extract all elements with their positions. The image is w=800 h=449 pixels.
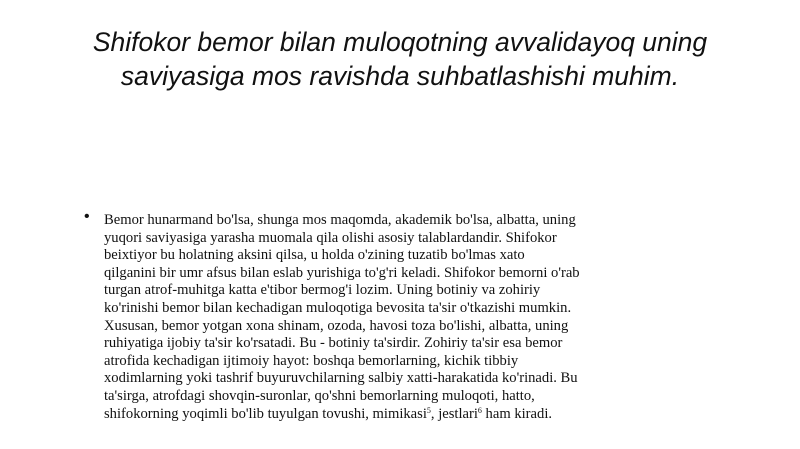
paragraph-line: Bemor hunarmand bo'lsa, shunga mos maqomda, akademik bo'lsa, albatta, uning <box>104 212 576 228</box>
paragraph-line: ruhiyatiga ijobiy ta'sir ko'rsatadi. Bu - botiniy ta'sirdir. Zohiriy ta'sir esa bemor <box>104 335 563 352</box>
paragraph-line: qilganini bir umr afsus bilan eslab yurishiga to'g'ri keladi. Shifokor bemorni o'rab <box>104 264 580 281</box>
last-line-text-2: , jestlari <box>430 405 478 422</box>
slide-title <box>40 25 760 93</box>
paragraph-line: yuqori saviyasiga yarasha muomala qila olishi asosiy talablardandir. Shifokor <box>104 229 557 246</box>
slide-title-line-2: saviyasiga mos ravishda suhbatlashishi muhim. <box>120 61 680 91</box>
paragraph-last-line <box>104 406 674 424</box>
paragraph-line: ta'sirga, atrofdagi shovqin-suronlar, qo'shni bemorlarning muloqoti, hatto, <box>104 387 535 404</box>
slide-title-line-1: Shifokor bemor bilan muloqotning avvalidayoq uning <box>92 27 708 57</box>
paragraph-line: Xususan, bemor yotgan xona shinam, ozoda, havosi toza bo'lishi, albatta, uning <box>104 317 569 334</box>
paragraph-line: atrofida kechadigan ijtimoiy hayot: boshqa bemorlarning, kichik tibbiy <box>104 352 519 369</box>
footnote-marker-6: 6 <box>477 405 482 415</box>
paragraph-line: xodimlarning yoki tashrif buyuruvchilarning salbiy xatti-harakatida ko'rinadi. Bu <box>104 370 578 387</box>
paragraph-line: ko'rinishi bemor bilan kechadigan muloqotiga bevosita ta'sir o'tkazishi mumkin. <box>104 299 572 316</box>
paragraph-line: turgan atrof-muhitga katta e'tibor bermog'i lozim. Uning botiniy va zohiriy <box>104 282 541 299</box>
bullet-paragraph <box>104 212 674 423</box>
last-line-text-3: ham kiradi. <box>481 405 553 422</box>
paragraph-line: beixtiyor bu holatning aksini qilsa, u holda o'zining tuzatib bo'lmas xato <box>104 247 525 264</box>
bullet-marker: • <box>84 208 90 225</box>
footnote-marker-5: 5 <box>426 405 431 415</box>
last-line-text-1: shifokorning yoqimli bo'lib tuyulgan tovushi, mimikasi <box>104 405 427 422</box>
